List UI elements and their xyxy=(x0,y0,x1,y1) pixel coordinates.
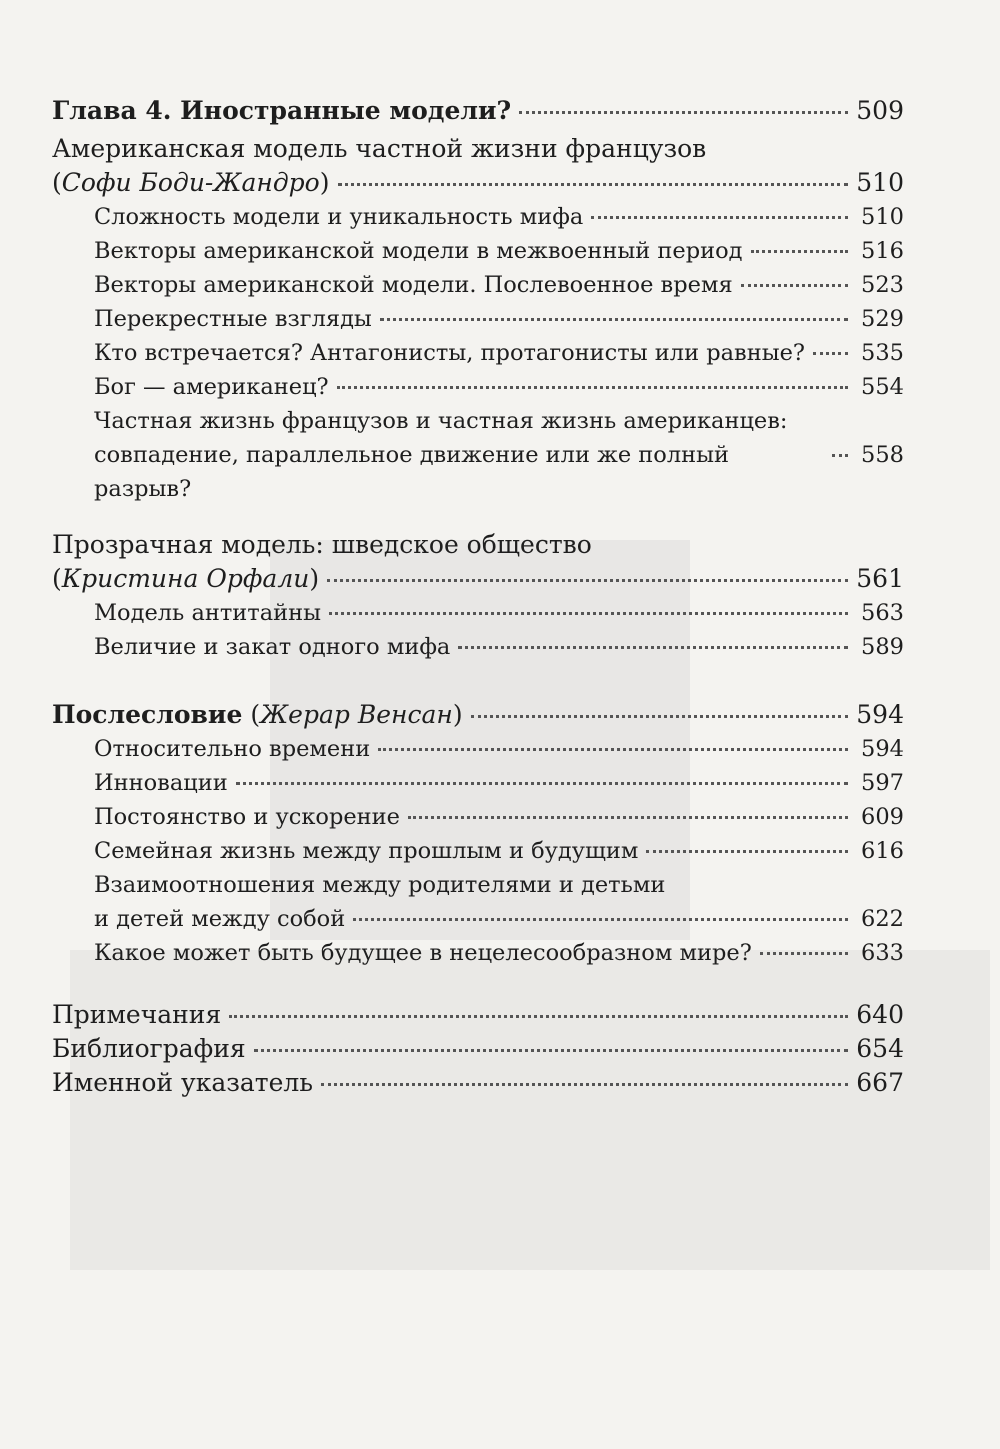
page-number: 529 xyxy=(861,306,904,332)
page-number: 654 xyxy=(856,1034,904,1063)
toc-item: Векторы американской модели. Послевоенное время 523 xyxy=(52,268,904,302)
toc-item: Модель антитайны 563 xyxy=(52,596,904,630)
paren-close: ) xyxy=(319,168,330,197)
page-number: 558 xyxy=(861,442,904,468)
page-number: 633 xyxy=(861,940,904,966)
dot-leader xyxy=(327,579,848,582)
page-number: 535 xyxy=(861,340,904,366)
page-number: 609 xyxy=(861,804,904,830)
page-number: 622 xyxy=(861,906,904,932)
page-number: 640 xyxy=(856,1000,904,1029)
page-number: 667 xyxy=(856,1068,904,1097)
toc-name-index: Именной указатель 667 xyxy=(52,1066,904,1100)
toc-notes: Примечания 640 xyxy=(52,998,904,1032)
toc-item: Кто встречается? Антагонисты, протагонисты или равные? 535 xyxy=(52,336,904,370)
toc-item: Бог — американец? 554 xyxy=(52,370,904,404)
toc-bibliography: Библиография 654 xyxy=(52,1032,904,1066)
paren-open: ( xyxy=(52,168,62,197)
toc-item: Какое может быть будущее в нецелесообразном мире? 633 xyxy=(52,936,904,970)
toc-item-two-line: Взаимоотношения между родителями и детьми и детей между собой 622 xyxy=(52,868,904,936)
afterword-title: Послесловие xyxy=(52,700,243,729)
page-number: 589 xyxy=(861,634,904,660)
toc-item: Семейная жизнь между прошлым и будущим 616 xyxy=(52,834,904,868)
dot-leader xyxy=(338,183,848,186)
section-title: Прозрачная модель: шведское общество xyxy=(52,530,592,559)
page-number: 594 xyxy=(856,700,904,729)
toc-item: Перекрестные взгляды 529 xyxy=(52,302,904,336)
page-number: 510 xyxy=(861,204,904,230)
page-number: 554 xyxy=(861,374,904,400)
toc-item: Величие и закат одного мифа 589 xyxy=(52,630,904,664)
page-number: 510 xyxy=(856,168,904,197)
toc-swedish-model xyxy=(52,528,904,596)
toc-item-two-line: Частная жизнь французов и частная жизнь американцев: совпадение, параллельное движение или же полный разрыв? 558 xyxy=(94,408,904,502)
section-author: Софи Боди-Жандро xyxy=(61,168,320,197)
toc-item: Постоянство и ускорение 609 xyxy=(52,800,904,834)
page-number: 597 xyxy=(861,770,904,796)
paren-close: ) xyxy=(309,564,320,593)
dot-leader xyxy=(519,111,848,114)
section-title: Американская модель частной жизни французов xyxy=(52,134,707,163)
chapter-title: Глава 4. Иностранные модели? xyxy=(52,96,512,125)
toc-chapter-4 xyxy=(52,94,904,128)
section-author: Кристина Орфали xyxy=(61,564,310,593)
section-author: Жерар Венсан xyxy=(260,700,453,729)
paren-open: ( xyxy=(52,564,62,593)
page-number: 509 xyxy=(856,96,904,125)
page-number: 523 xyxy=(861,272,904,298)
toc-item: Относительно времени 594 xyxy=(52,732,904,766)
page-number: 616 xyxy=(861,838,904,864)
page-number: 561 xyxy=(856,564,904,593)
toc-american-model xyxy=(52,132,904,200)
toc-afterword: Послесловие (Жерар Венсан) 594 xyxy=(52,698,904,732)
toc-item: Сложность модели и уникальность мифа 510 xyxy=(52,200,904,234)
toc-item: Векторы американской модели в межвоенный период 516 xyxy=(52,234,904,268)
toc-item: Инновации 597 xyxy=(52,766,904,800)
table-of-contents xyxy=(52,94,904,1100)
page-number: 563 xyxy=(861,600,904,626)
page-number: 516 xyxy=(861,238,904,264)
page-number: 594 xyxy=(861,736,904,762)
dot-leader xyxy=(471,715,848,718)
